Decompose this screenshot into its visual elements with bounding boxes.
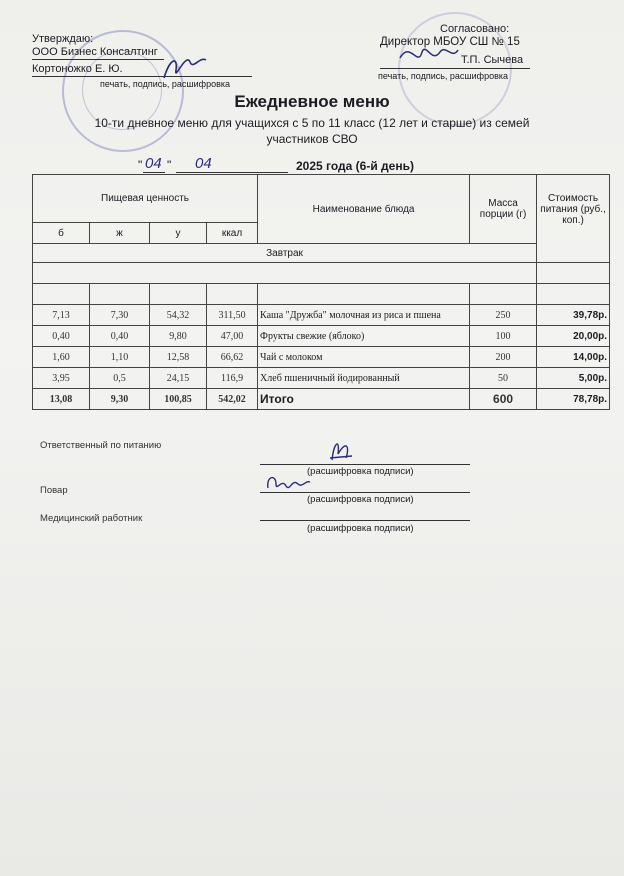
- header-mass: Масса порции (г): [470, 175, 537, 244]
- responsible-decode: (расшифровка подписи): [307, 466, 414, 477]
- date-quote-close: ": [167, 158, 172, 172]
- header-kcal: ккал: [207, 223, 258, 244]
- subtitle-line-1: 10-ти дневное меню для учащихся с 5 по 11 класс (12 лет и старше) из семей: [94, 116, 530, 130]
- table-row: 1,60 1,10 12,58 66,62 Чай с молоком 200 14,00р.: [33, 347, 610, 368]
- header-proteins: б: [33, 223, 90, 244]
- date-day: 04: [145, 155, 162, 172]
- dish-name: Хлеб пшеничный йодированный: [258, 368, 470, 389]
- subtitle-line-2: участников СВО: [266, 132, 358, 146]
- date-month: 04: [195, 155, 212, 172]
- cook-label: Повар: [40, 485, 68, 496]
- medic-decode: (расшифровка подписи): [307, 523, 414, 534]
- page-title: Ежедневное меню: [234, 92, 390, 111]
- right-position: Директор МБОУ СШ № 15: [380, 36, 520, 48]
- medic-label: Медицинский работник: [40, 513, 143, 524]
- left-signature-caption: печать, подпись, расшифровка: [100, 79, 231, 89]
- responsible-signature-icon: [326, 436, 356, 464]
- dish-name: Чай с молоком: [258, 347, 470, 368]
- header-fats: ж: [90, 223, 150, 244]
- left-signature-icon: [160, 48, 210, 88]
- left-person-name: Кортоножко Е. Ю.: [32, 63, 123, 75]
- header-dish-name: Наименование блюда: [258, 175, 470, 244]
- right-signature-icon: [396, 38, 462, 72]
- dish-name: Каша "Дружба" молочная из риса и пшена: [258, 305, 470, 326]
- table-total-row: 13,08 9,30 100,85 542,02 Итого 600 78,78р.: [33, 389, 610, 410]
- section-breakfast: Завтрак: [33, 244, 537, 263]
- table-row: 0,40 0,40 9,80 47,00 Фрукты свежие (яблоко) 100 20,00р.: [33, 326, 610, 347]
- right-signature-caption: печать, подпись, расшифровка: [378, 71, 509, 81]
- menu-table: [32, 174, 610, 410]
- table-row: 7,13 7,30 54,32 311,50 Каша "Дружба" молочная из риса и пшена 250 39,78р.: [33, 305, 610, 326]
- table-row: 3,95 0,5 24,15 116,9 Хлеб пшеничный йодированный 50 5,00р.: [33, 368, 610, 389]
- dish-name: Фрукты свежие (яблоко): [258, 326, 470, 347]
- date-year-text: 2025 года (6-й день): [296, 159, 414, 173]
- header-cost: Стоимость питания (руб., коп.): [537, 175, 610, 263]
- right-approved-label: Согласовано:: [440, 23, 510, 35]
- total-label: Итого: [258, 389, 470, 410]
- cook-decode: (расшифровка подписи): [307, 494, 414, 505]
- header-nutrition: Пищевая ценность: [33, 175, 258, 223]
- header-carbs: у: [150, 223, 207, 244]
- date-quote-open: ": [138, 158, 143, 172]
- left-approved-label: Утверждаю:: [32, 33, 94, 45]
- responsible-label: Ответственный по питанию: [40, 440, 162, 451]
- right-person-name: Т.П. Сычева: [461, 54, 524, 66]
- left-org-name: ООО Бизнес Консалтинг: [32, 46, 158, 58]
